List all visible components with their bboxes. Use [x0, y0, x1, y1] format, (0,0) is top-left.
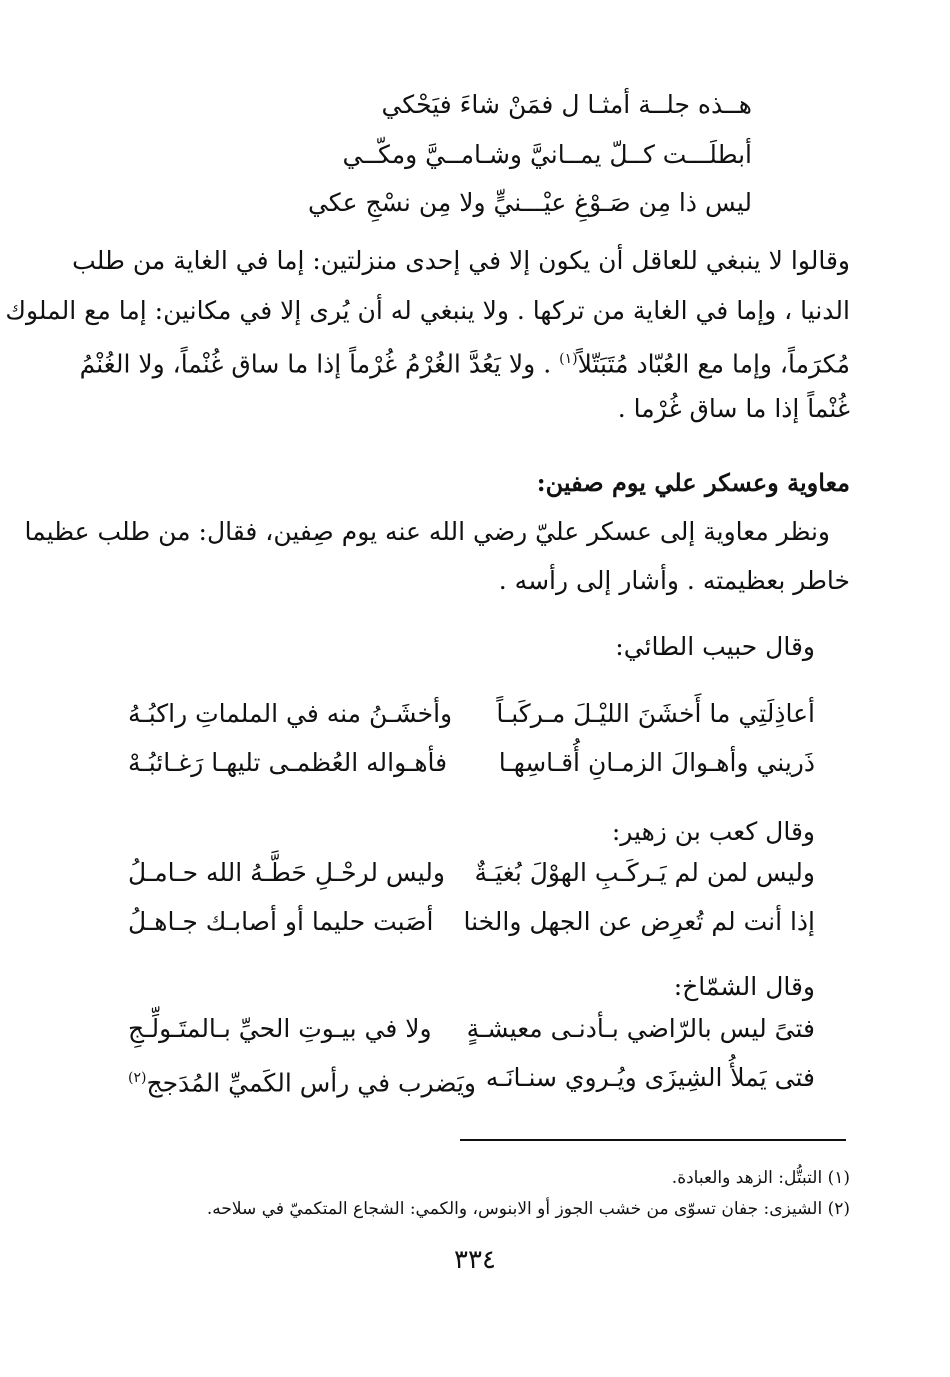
- paragraph-1-line-4: غُنْماً إذا ما ساق غُرْما .: [617, 394, 850, 423]
- habib-verse-2-second-hemistich: فأهـواله العُظمـى تليهـا رَغـائبُـهْ: [128, 748, 448, 777]
- habib-verse-1-first-hemistich: أعاذِلَتِي ما أَخشَنَ الليْـلَ مـركَبـاً: [496, 699, 815, 728]
- paragraph-1-line-1: وقالوا لا ينبغي للعاقل أن يكون إلا في إحدى منزلتين: إما في الغاية من طلب: [72, 246, 850, 275]
- habib-verse-2-first-hemistich: ذَريني وأهـوالَ الزمـانِ أُقـاسِهـا: [498, 748, 815, 777]
- paragraph-1-line-3: [79, 342, 850, 381]
- shammakh-verse-1-first-hemistich: فتىً ليس بالرّاضي بـأدنـى معيشـةٍ: [466, 1014, 815, 1043]
- footnote-1: (١) التبتُّل: الزهد والعبادة.: [671, 1168, 850, 1188]
- opening-verse-line-1: هــذه جلــة أمثـا ل فمَنْ شاءَ فيَحْكي: [381, 90, 752, 119]
- shammakh-verse-2-first-hemistich: فتى يَملأُ الشِيزَى ويُـروي سنـانَـه: [485, 1063, 815, 1092]
- paragraph-1-line-3-part-b: . ولا يَعُدَّ الغُرْمُ غُرْماً إذا ما ساق غُنْماً، ولا الغُنْمُ: [79, 349, 560, 379]
- footnote-divider: [460, 1139, 846, 1141]
- shammakh-verse-1-second-hemistich: ولا في بيـوتِ الحيِّ بـالمتَـولِّـجِ: [128, 1014, 432, 1043]
- opening-verse-line-2: أبطلَـــت كــلّ يمــانيَّ وشـامــيَّ ومكّــي: [342, 140, 752, 169]
- footnote-2: (٢) الشيزى: جفان تسوّى من خشب الجوز أو الابنوس، والكمي: الشجاع المتكميّ في سلاحه.: [206, 1199, 850, 1219]
- shammakh-verse-2-second-hemistich-text: ويَضرب في رأس الكَميِّ المُدَجج: [146, 1068, 477, 1098]
- habib-verse-1-second-hemistich: وأخشَـنُ منه في الملماتِ راكبُـهُ: [128, 699, 453, 728]
- page-number: ٣٣٤: [454, 1245, 496, 1275]
- kaab-verse-2-second-hemistich: أصَبت حليما أو أصابـك جـاهـلُ: [128, 907, 434, 936]
- section-heading: معاوية وعسكر علي يوم صفين:: [536, 468, 850, 497]
- kaab-intro: وقال كعب بن زهير:: [611, 817, 815, 846]
- paragraph-1-line-3-part-a: مُكرَماً، وإما مع العُبّاد مُتَبَتّلاً: [577, 349, 850, 379]
- kaab-verse-1-first-hemistich: وليس لمن لم يَـركَـبِ الهوْلَ بُغيَـةٌ: [474, 858, 815, 887]
- paragraph-1-line-2: الدنيا ، وإما في الغاية من تركها . ولا ينبغي له أن يُرى إلا في مكانين: إما مع الملوك: [5, 296, 850, 325]
- kaab-verse-1-second-hemistich: وليس لرحْـلِ حَطَّـهُ الله حـامـلُ: [128, 858, 445, 887]
- kaab-verse-2-first-hemistich: إذا أنت لم تُعرِض عن الجهل والخنا: [463, 907, 815, 936]
- shammakh-intro: وقال الشمّاخ:: [673, 972, 815, 1001]
- habib-intro: وقال حبيب الطائي:: [615, 632, 815, 661]
- footnote-marker-1: (١): [559, 351, 578, 367]
- paragraph-2-line-2: خاطر بعظيمته . وأشار إلى رأسه .: [498, 566, 850, 595]
- footnote-marker-2: (٢): [128, 1070, 147, 1086]
- shammakh-verse-2-second-hemistich: [128, 1061, 476, 1100]
- opening-verse-line-3: ليس ذا مِن صَـوْغِ عيْـــنيٍّ ولا مِن نسْجِ عكي: [307, 188, 752, 217]
- paragraph-2-line-1: ونظر معاوية إلى عسكر عليّ رضي الله عنه يوم صِفين، فقال: من طلب عظيما: [24, 517, 830, 546]
